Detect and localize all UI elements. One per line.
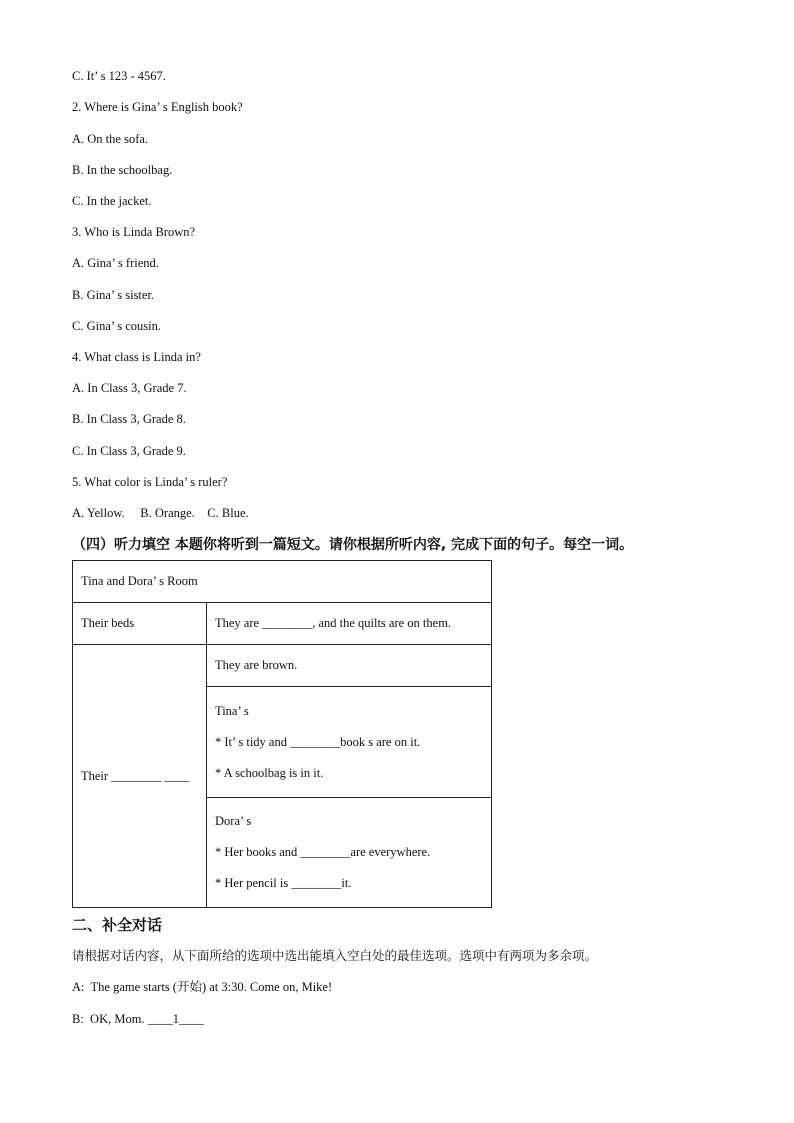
option-2c: C. In the jacket.	[72, 194, 152, 208]
question-5: 5. What color is Linda’ s ruler?	[72, 475, 228, 489]
tina-line-2: * A schoolbag is in it.	[215, 765, 324, 780]
option-2b: B. In the schoolbag.	[72, 163, 173, 177]
dora-line-1: * Her books and ________are everywhere.	[215, 845, 431, 859]
room-table	[72, 560, 492, 908]
dora-line-2: * Her pencil is ________it.	[215, 876, 352, 890]
beds-text: They are ________, and the quilts are on them.	[207, 603, 492, 645]
question-4: 4. What class is Linda in?	[72, 350, 201, 364]
option-4b: B. In Class 3, Grade 8.	[72, 412, 186, 426]
brown-text: They are brown.	[207, 645, 492, 687]
dora-title: Dora’ s	[215, 814, 252, 828]
section-2-instruction: 请根据对话内容，从下面所给的选项中选出能填入空白处的最佳选项。选项中有两项为多余项。	[72, 948, 598, 963]
table-title: Tina and Dora’ s Room	[73, 561, 492, 603]
dialog-line-a: A: The game starts (开始) at 3:30. Come on, Mike!	[72, 980, 333, 994]
options-5: A. Yellow. B. Orange. C. Blue.	[72, 506, 249, 520]
option-2a: A. On the sofa.	[72, 132, 149, 146]
option-3c: C. Gina’ s cousin.	[72, 319, 161, 333]
option-4c: C. In Class 3, Grade 9.	[72, 444, 186, 458]
tina-line-1: * It’ s tidy and ________book s are on it.	[215, 734, 421, 749]
beds-label: Their beds	[73, 603, 207, 645]
question-3: 3. Who is Linda Brown?	[72, 225, 196, 239]
option-3b: B. Gina’ s sister.	[72, 288, 155, 302]
dialog-line-b: B: OK, Mom. ____1____	[72, 1012, 204, 1026]
dora-cell	[207, 798, 492, 908]
tina-title: Tina’ s	[215, 703, 249, 718]
section-4-heading: （四）听力填空 本题你将听到一篇短文。请你根据所听内容, 完成下面的句子。每空一词。	[72, 537, 634, 553]
option-4a: A. In Class 3, Grade 7.	[72, 381, 187, 395]
tina-cell	[207, 687, 492, 798]
question-2: 2. Where is Gina’ s English book?	[72, 100, 243, 114]
section-2-heading: 二、补全对话	[72, 916, 163, 934]
option-3a: A. Gina’ s friend.	[72, 256, 159, 270]
their-label: Their ________ ____	[73, 645, 207, 908]
question-line: C. It’ s 123 - 4567.	[72, 69, 166, 83]
